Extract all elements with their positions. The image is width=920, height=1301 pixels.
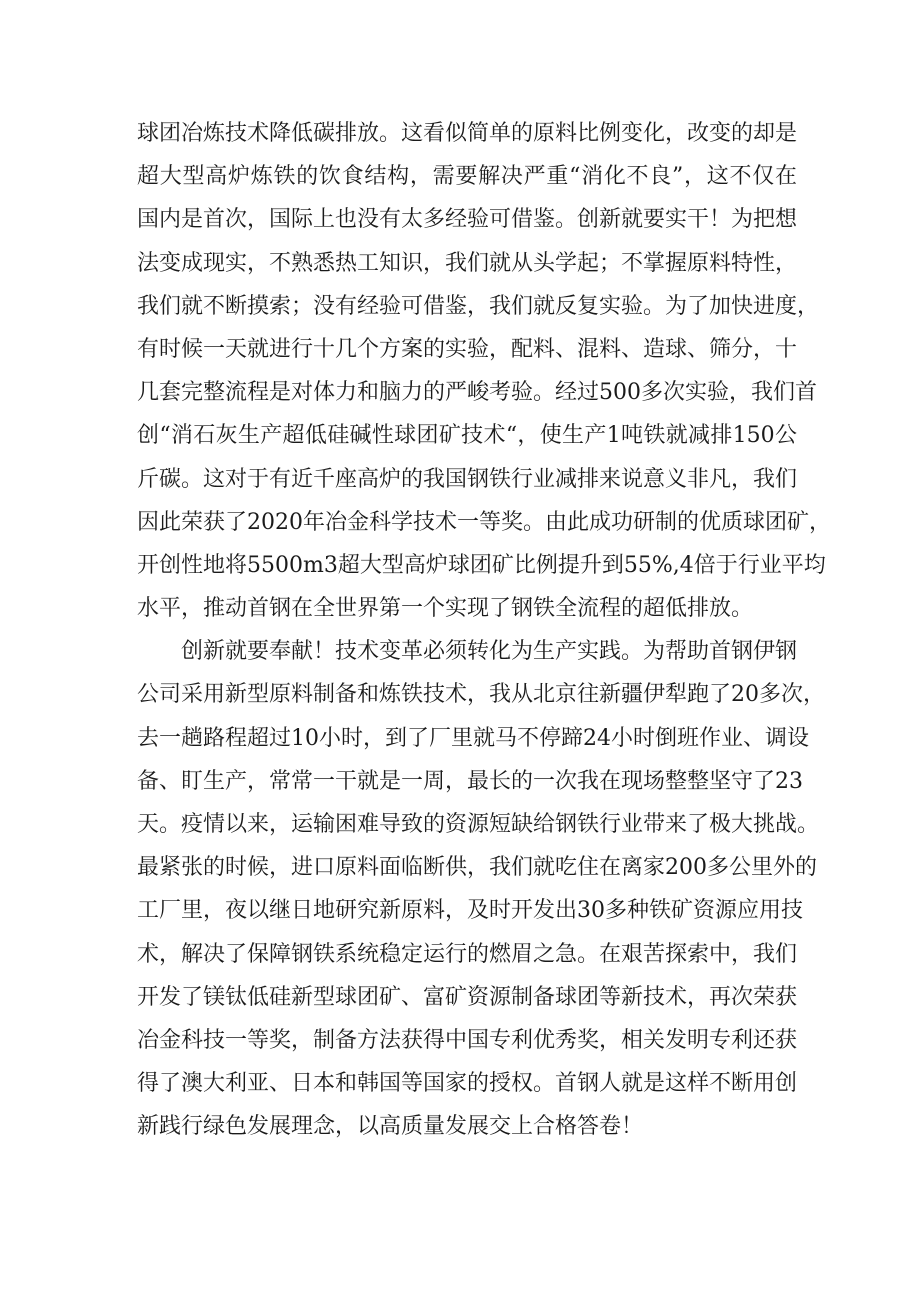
text-line: 国内是首次，国际上也没有太多经验可借鉴。创新就要实干！为把想 <box>137 207 798 233</box>
text-line: 因此荣获了2020年冶金科学技术一等奖。由此成功研制的优质球团矿， <box>137 509 831 535</box>
text-line: 冶金科技一等奖，制备方法获得中国专利优秀奖，相关发明专利还获 <box>137 1027 798 1053</box>
text-line: 最紧张的时候，进口原料面临断供，我们就吃住在离家200多公里外的 <box>137 855 817 881</box>
text-line: 几套完整流程是对体力和脑力的严峻考验。经过500多次实验，我们首 <box>137 380 817 406</box>
text-line: 开创性地将5500m3超大型高炉球团矿比例提升到55%,4倍于行业平均 <box>137 552 826 578</box>
text-line: 去一趟路程超过10小时，到了厂里就马不停蹄24小时倒班作业、调设 <box>137 725 809 751</box>
text-line: 水平，推动首钢在全世界第一个实现了钢铁全流程的超低排放。 <box>137 596 754 622</box>
text-line: 工厂里，夜以继日地研究新原料，及时开发出30多种铁矿资源应用技 <box>137 898 803 924</box>
text-line: 有时候一天就进行十几个方案的实验，配料、混料、造球、筛分，十 <box>137 336 798 362</box>
text-line: 创“消石灰生产超低硅碱性球团矿技术“，使生产1吨铁就减排150公 <box>137 423 797 449</box>
text-line: 公司采用新型原料制备和炼铁技术，我从北京往新疆伊犁跑了20多次， <box>137 682 825 708</box>
text-line: 天。疫情以来，运输困难导致的资源短缺给钢铁行业带来了极大挑战。 <box>137 812 820 837</box>
text-line: 得了澳大利亚、日本和韩国等国家的授权。首钢人就是这样不断用创 <box>137 1071 798 1097</box>
text-line: 球团冶炼技术降低碳排放。这看似简单的原料比例变化，改变的却是 <box>137 121 798 146</box>
text-line: 创新就要奉献！技术变革必须转化为生产实践。为帮助首钢伊钢 <box>181 639 798 665</box>
text-line: 超大型高炉炼铁的饮食结构，需要解决严重“消化不良”，这不仅在 <box>137 164 797 190</box>
text-line: 备、盯生产，常常一干就是一周，最长的一次我在现场整整坚守了23 <box>137 768 803 794</box>
text-line: 斤碳。这对于有近千座高炉的我国钢铁行业减排来说意义非凡，我们 <box>137 466 798 492</box>
text-line: 开发了镁钛低硅新型球团矿、富矿资源制备球团等新技术，再次荣获 <box>137 984 798 1010</box>
text-line: 法变成现实，不熟悉热工知识，我们就从头学起；不掌握原料特性， <box>137 250 798 276</box>
body-text <box>137 112 831 1149</box>
text-line: 术，解决了保障钢铁系统稳定运行的燃眉之急。在艰苦探索中，我们 <box>137 941 798 967</box>
text-line: 新践行绿色发展理念，以高质量发展交上合格答卷！ <box>137 1114 644 1140</box>
text-line: 我们就不断摸索；没有经验可借鉴，我们就反复实验。为了加快进度， <box>137 293 820 319</box>
